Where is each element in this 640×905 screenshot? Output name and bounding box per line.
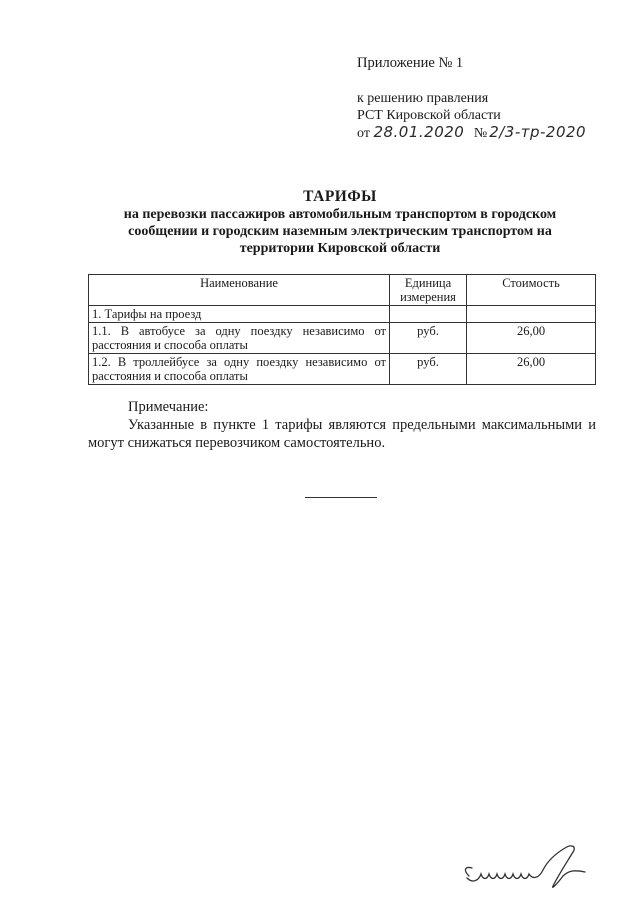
- title-subtitle: на перевозки пассажиров автомобильным транспортом в городском сообщении и городским наземным электрическим транспортом на территории Кировской области: [123, 207, 557, 256]
- decision-line-2: РСТ Кировской области: [357, 108, 501, 123]
- row-cost: 26,00: [467, 323, 596, 354]
- note-text: Указанные в пункте 1 тарифы являются предельными максимальными и могут снижаться перевозчиком самостоятельно.: [88, 417, 596, 451]
- header-unit: Единица измерения: [390, 275, 467, 306]
- separator-line: [305, 497, 377, 498]
- table-header-row: [89, 275, 596, 306]
- table-row: [89, 323, 596, 354]
- row-name: 1.2. В троллейбусе за одну поездку независимо от расстояния и способа оплаты: [89, 354, 390, 385]
- header-name: Наименование: [89, 275, 390, 306]
- decision-reference: [357, 90, 586, 142]
- handwritten-date: 28.01.2020: [373, 123, 465, 141]
- appendix-label: Приложение № 1: [357, 55, 464, 71]
- signature-mark: [455, 840, 605, 895]
- row-cost: 26,00: [467, 354, 596, 385]
- number-label: №: [473, 126, 488, 141]
- from-label: от: [357, 126, 370, 141]
- section-title: 1. Тарифы на проезд: [89, 306, 390, 323]
- decision-line-1: к решению правления: [357, 91, 489, 106]
- row-unit: руб.: [390, 354, 467, 385]
- row-name: 1.1. В автобусе за одну поездку независимо от расстояния и способа оплаты: [89, 323, 390, 354]
- note-label: Примечание:: [128, 399, 209, 415]
- title-main: ТАРИФЫ: [303, 188, 377, 205]
- table-row: [89, 354, 596, 385]
- section-unit-empty: [390, 306, 467, 323]
- row-unit: руб.: [390, 323, 467, 354]
- header-cost: Стоимость: [467, 275, 596, 306]
- handwritten-number: 2/3-тр-2020: [489, 123, 587, 141]
- decision-date-number: [357, 124, 586, 142]
- tariff-table: [88, 274, 596, 385]
- section-cost-empty: [467, 306, 596, 323]
- document-title: [90, 187, 590, 257]
- table-section-row: [89, 306, 596, 323]
